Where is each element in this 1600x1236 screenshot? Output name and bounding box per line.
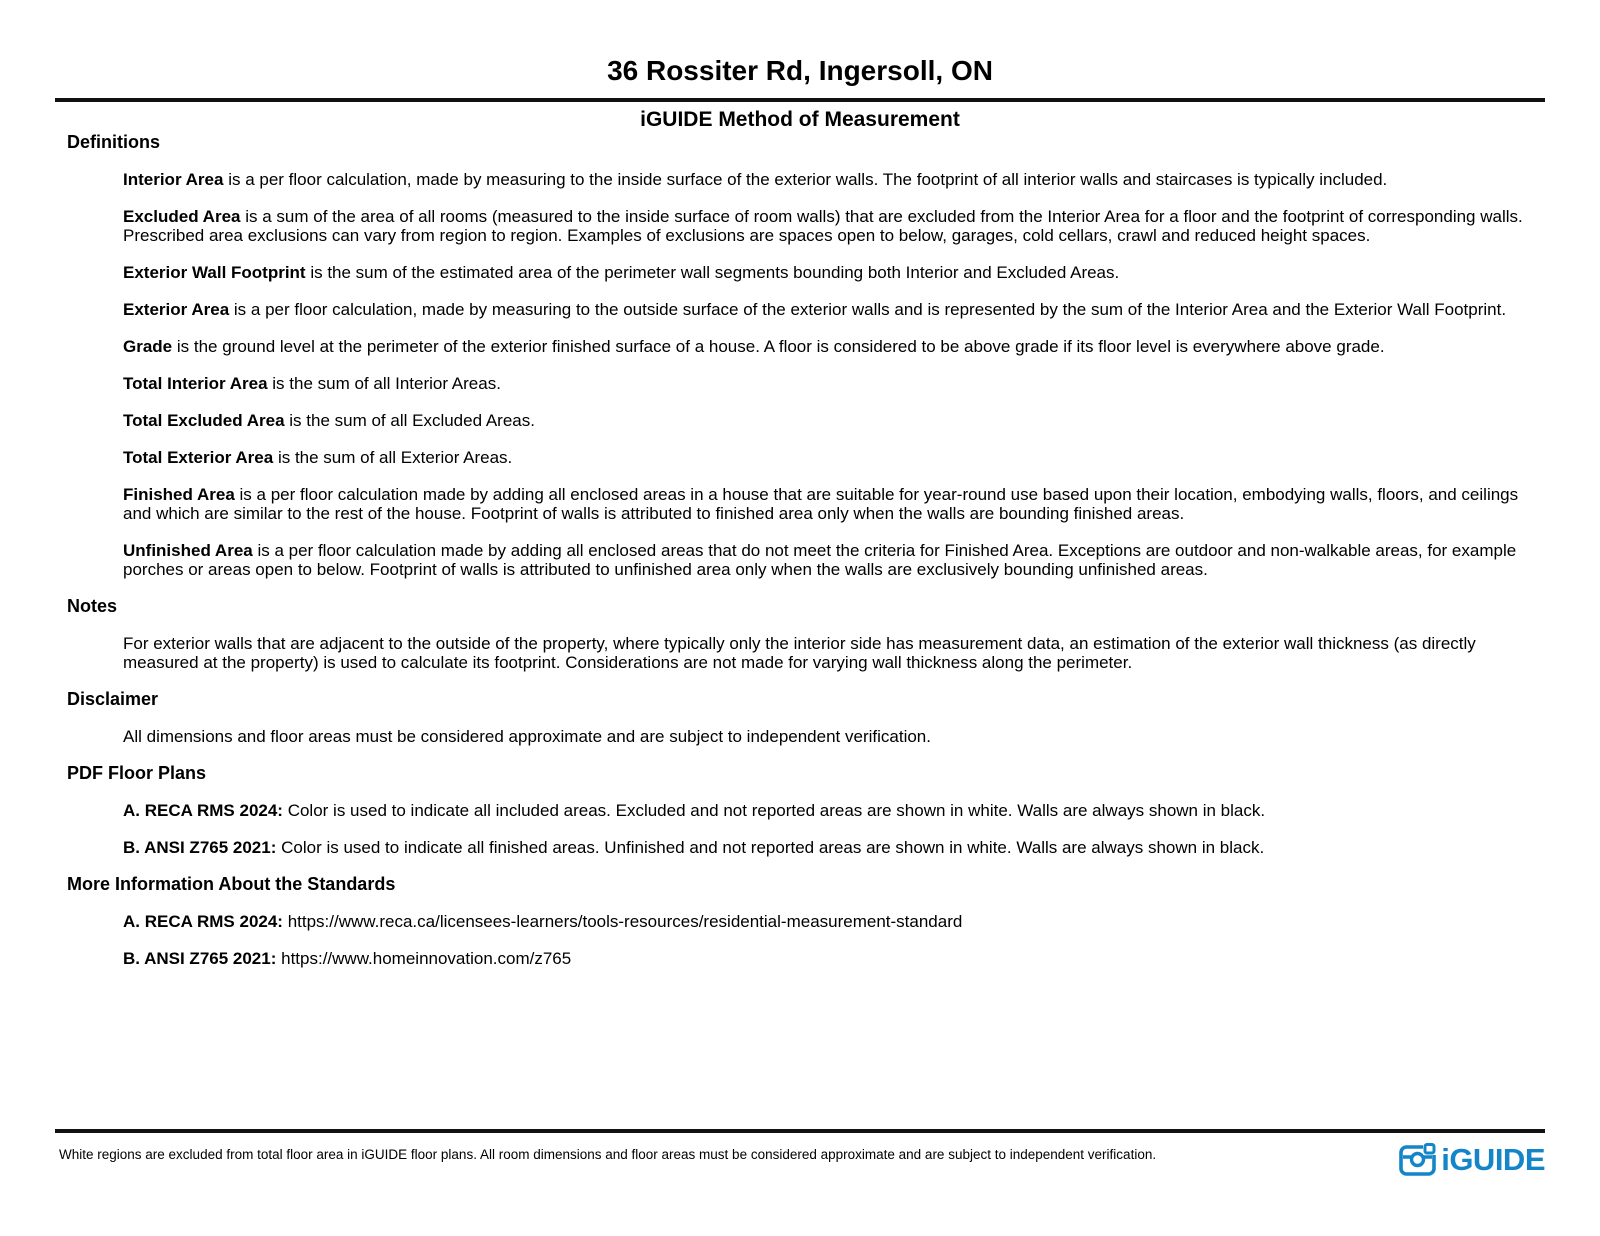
more-information-item-reca xyxy=(123,912,1545,931)
standard-label: A. RECA RMS 2024: xyxy=(123,912,283,931)
definition-term: Exterior Area xyxy=(123,300,230,319)
definition-term: Total Excluded Area xyxy=(123,411,285,430)
iguide-logo-text: iGUIDE xyxy=(1441,1142,1545,1177)
definition-grade xyxy=(123,337,1545,356)
definition-unfinished-area xyxy=(123,541,1545,579)
definition-exterior-wall-footprint xyxy=(123,263,1545,282)
definition-text: is the sum of all Excluded Areas. xyxy=(289,411,535,430)
definition-term: Finished Area xyxy=(123,485,235,504)
definition-text: is the sum of all Exterior Areas. xyxy=(277,448,513,467)
standard-text: Color is used to indicate all included areas. Excluded and not reported areas are shown in white. Walls are always shown in black. xyxy=(287,801,1266,820)
definition-term: Total Interior Area xyxy=(123,374,268,393)
definition-finished-area xyxy=(123,485,1545,523)
iguide-camera-icon xyxy=(1399,1143,1436,1176)
standard-label: B. ANSI Z765 2021: xyxy=(123,838,277,857)
page-footer xyxy=(55,1129,1545,1176)
notes-heading: Notes xyxy=(67,596,118,616)
title-divider xyxy=(55,98,1545,102)
pdf-floor-plans-heading: PDF Floor Plans xyxy=(67,763,207,783)
iguide-logo xyxy=(1399,1143,1545,1176)
definition-text: is a per floor calculation made by adding all enclosed areas that do not meet the criteria for Finished Area. Exceptions are outdoor and non-walkable areas, for example porches or areas open to below. Footprint of walls is attributed to unfinished area only when the walls are exclusively bounding unfinished areas. xyxy=(123,541,1517,579)
definition-interior-area xyxy=(123,170,1545,189)
page-subtitle: iGUIDE Method of Measurement xyxy=(640,108,960,131)
definition-text: is the sum of the estimated area of the perimeter wall segments bounding both Interior and Excluded Areas. xyxy=(310,263,1120,282)
definition-exterior-area xyxy=(123,300,1545,319)
notes-paragraph: For exterior walls that are adjacent to the outside of the property, where typically only the interior side has measurement data, an estimation of the exterior wall thickness (as directly measured at the property) is used to calculate its footprint. Considerations are not made for varying wall thickness along the perimeter. xyxy=(123,634,1476,672)
definition-term: Excluded Area xyxy=(123,207,241,226)
definition-total-interior-area xyxy=(123,374,1545,393)
definition-text: is the sum of all Interior Areas. xyxy=(272,374,501,393)
definition-text: is a sum of the area of all rooms (measured to the inside surface of room walls) that are excluded from the Interior Area for a floor and the footprint of corresponding walls. Prescribed area exclusions can vary from region to region. Examples of exclusions are spaces open to below, garages, cold cellars, crawl and reduced height spaces. xyxy=(123,207,1523,245)
standard-label: B. ANSI Z765 2021: xyxy=(123,949,277,968)
footer-note: White regions are excluded from total floor area in iGUIDE floor plans. All room dimensions and floor areas must be considered approximate and are subject to independent verification. xyxy=(59,1147,1157,1162)
definition-term: Grade xyxy=(123,337,173,356)
definition-total-excluded-area xyxy=(123,411,1545,430)
standard-url: https://www.reca.ca/licensees-learners/tools-resources/residential-measurement-standard xyxy=(287,912,963,931)
disclaimer-heading: Disclaimer xyxy=(67,689,159,709)
page-title: 36 Rossiter Rd, Ingersoll, ON xyxy=(607,55,993,86)
definition-text: is a per floor calculation, made by measuring to the inside surface of the exterior walls. The footprint of all interior walls and staircases is typically included. xyxy=(228,170,1388,189)
pdf-floor-plans-item-ansi xyxy=(123,838,1545,857)
definition-term: Exterior Wall Footprint xyxy=(123,263,306,282)
pdf-floor-plans-item-reca xyxy=(123,801,1545,820)
definitions-heading: Definitions xyxy=(67,132,160,152)
definition-excluded-area xyxy=(123,207,1545,245)
standard-label: A. RECA RMS 2024: xyxy=(123,801,283,820)
definition-term: Total Exterior Area xyxy=(123,448,274,467)
standard-url: https://www.homeinnovation.com/z765 xyxy=(281,949,572,968)
definition-text: is the ground level at the perimeter of the exterior finished surface of a house. A floor is considered to be above grade if its floor level is everywhere above grade. xyxy=(176,337,1385,356)
more-information-heading: More Information About the Standards xyxy=(67,874,396,894)
definition-term: Interior Area xyxy=(123,170,224,189)
page-content xyxy=(67,133,1545,968)
standard-text: Color is used to indicate all finished areas. Unfinished and not reported areas are shown in white. Walls are always shown in black. xyxy=(281,838,1265,857)
definition-term: Unfinished Area xyxy=(123,541,253,560)
definition-text: is a per floor calculation, made by measuring to the outside surface of the exterior walls and is represented by the sum of the Interior Area and the Exterior Wall Footprint. xyxy=(233,300,1507,319)
disclaimer-paragraph: All dimensions and floor areas must be considered approximate and are subject to independent verification. xyxy=(123,727,931,746)
definition-total-exterior-area xyxy=(123,448,1545,467)
definition-text: is a per floor calculation made by adding all enclosed areas in a house that are suitable for year-round use based upon their location, embodying walls, floors, and ceilings and which are similar to the rest of the house. Footprint of walls is attributed to finished area only when the walls are bounding finished areas. xyxy=(123,485,1519,523)
more-information-item-ansi xyxy=(123,949,1545,968)
